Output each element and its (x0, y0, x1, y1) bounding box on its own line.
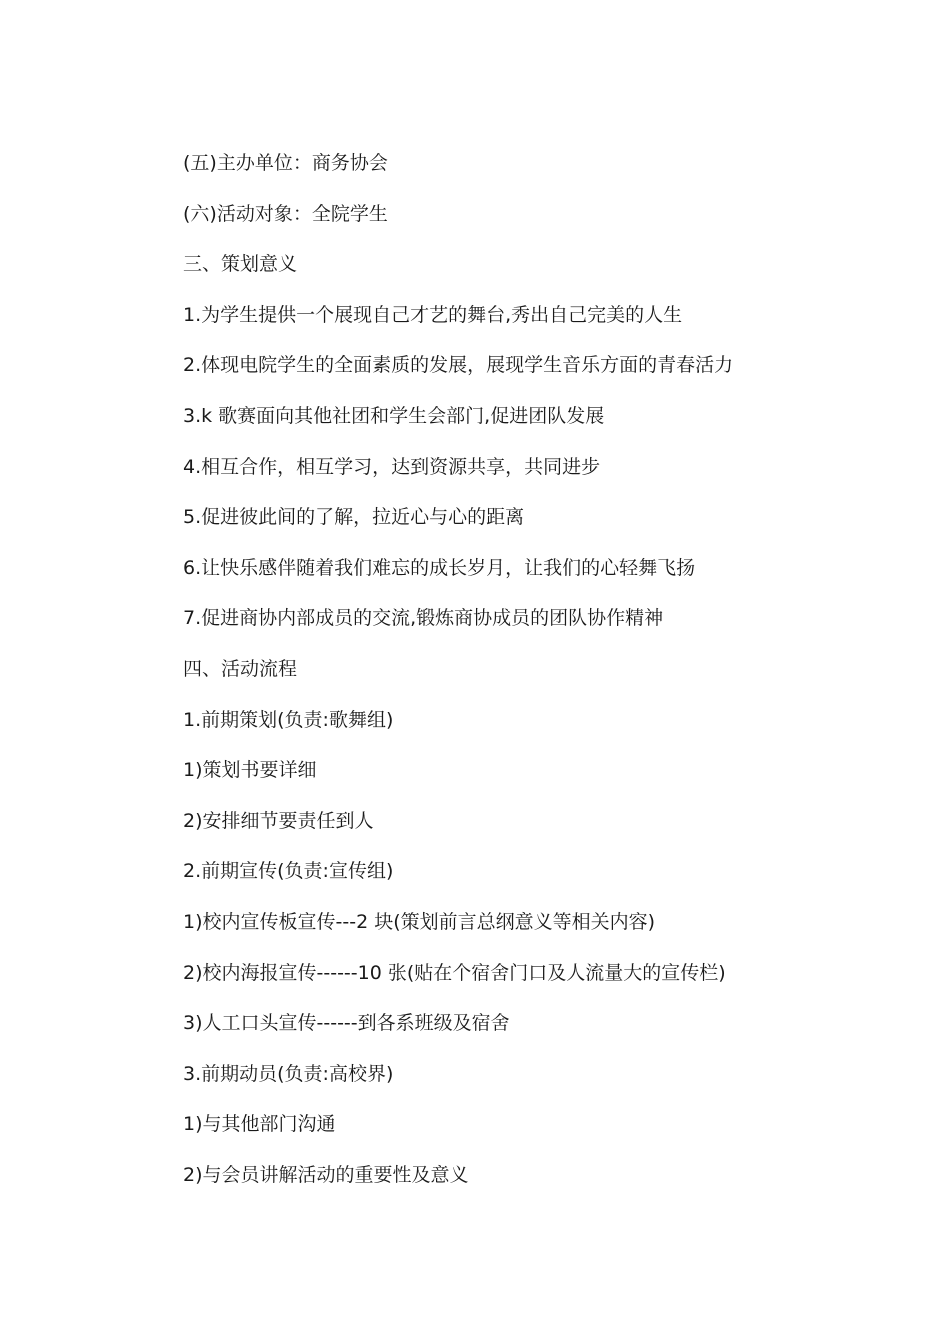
process-step-mobilization: 3.前期动员(负责:高校界) (183, 1062, 394, 1085)
organizer-line: (五)主办单位：商务协会 (183, 152, 388, 174)
significance-item-5: 5.促进彼此间的了解，拉近心与心的距离 (183, 506, 525, 529)
publicity-subitem-1: 1)校内宣传板宣传---2 块(策划前言总纲意义等相关内容) (183, 910, 656, 933)
significance-item-2: 2.体现电院学生的全面素质的发展，展现学生音乐方面的青春活力 (183, 354, 734, 377)
significance-item-1: 1.为学生提供一个展现自己才艺的舞台,秀出自己完美的人生 (183, 303, 683, 326)
planning-subitem-1: 1)策划书要详细 (183, 759, 317, 782)
significance-item-3: 3.k 歌赛面向其他社团和学生会部门,促进团队发展 (183, 404, 605, 427)
mobilization-subitem-2: 2)与会员讲解活动的重要性及意义 (183, 1163, 469, 1186)
planning-subitem-2: 2)安排细节要责任到人 (183, 809, 374, 832)
document-body (183, 148, 883, 1210)
process-step-planning: 1.前期策划(负责:歌舞组) (183, 708, 394, 731)
significance-item-6: 6.让快乐感伴随着我们难忘的成长岁月，让我们的心轻舞飞扬 (183, 556, 696, 579)
publicity-subitem-3: 3)人工口头宣传------到各系班级及宿舍 (183, 1012, 510, 1035)
section-heading-process: 四、活动流程 (183, 657, 298, 680)
audience-line: (六)活动对象：全院学生 (183, 202, 388, 225)
mobilization-subitem-1: 1)与其他部门沟通 (183, 1113, 336, 1136)
section-heading-significance: 三、策划意义 (183, 253, 298, 276)
significance-item-4: 4.相互合作，相互学习，达到资源共享，共同进步 (183, 455, 601, 478)
publicity-subitem-2: 2)校内海报宣传------10 张(贴在个宿舍门口及人流量大的宣传栏) (183, 961, 726, 984)
significance-item-7: 7.促进商协内部成员的交流,锻炼商协成员的团队协作精神 (183, 607, 664, 630)
process-step-publicity: 2.前期宣传(负责:宣传组) (183, 860, 394, 883)
